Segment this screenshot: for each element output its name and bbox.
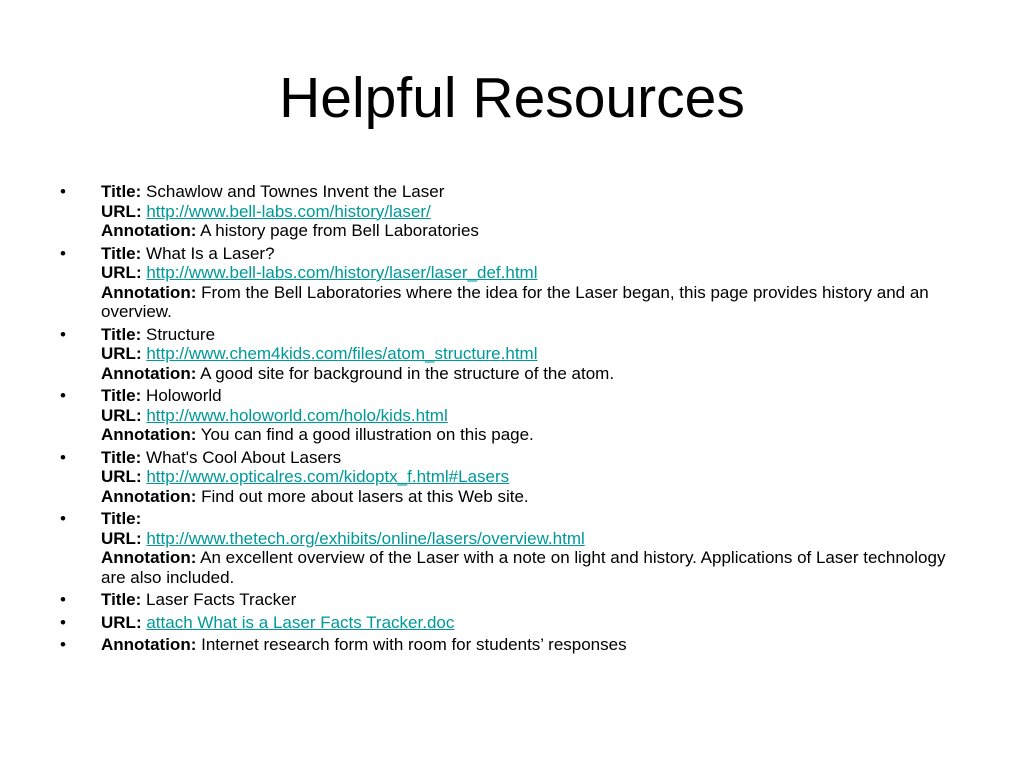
url-label: URL:: [101, 528, 142, 548]
resource-item: [60, 386, 960, 445]
url-line: [101, 613, 960, 633]
annotation-line: [101, 548, 960, 587]
resource-link[interactable]: http://www.thetech.org/exhibits/online/lasers/overview.html: [146, 528, 585, 548]
bullet: •: [60, 447, 66, 467]
annotation-line: [101, 364, 960, 384]
title-label: Title:: [101, 324, 142, 344]
title-label: Title:: [101, 182, 142, 201]
title-label: Title:: [101, 447, 142, 467]
resource-item: [60, 182, 960, 241]
resource-link[interactable]: http://www.chem4kids.com/files/atom_structure.html: [146, 344, 538, 363]
resource-link[interactable]: http://www.bell-labs.com/history/laser/laser_def.html: [146, 263, 538, 282]
title-line: [101, 325, 960, 345]
title-label: Title:: [101, 386, 142, 405]
resource-annotation: Find out more about lasers at this Web site.: [201, 486, 529, 506]
annotation-label: Annotation:: [101, 282, 197, 302]
resource-annotation: A history page from Bell Laboratories: [200, 221, 479, 240]
url-label: URL:: [101, 612, 142, 632]
resource-item: [60, 448, 960, 507]
url-line: [101, 406, 960, 426]
resource-annotation: From the Bell Laboratories where the idea for the Laser began, this page provides history and an overview.: [101, 282, 929, 321]
tracker-title-item: [60, 590, 960, 610]
title-line: [101, 386, 960, 406]
bullet: •: [60, 635, 66, 654]
resource-title: What Is a Laser?: [146, 243, 275, 263]
annotation-label: Annotation:: [101, 486, 197, 506]
url-line: [101, 344, 960, 364]
resource-annotation: A good site for background in the structure of the atom.: [200, 363, 615, 383]
resource-item: [60, 325, 960, 384]
title-label: Title:: [101, 243, 142, 263]
url-label: URL:: [101, 467, 142, 486]
url-label: URL:: [101, 263, 142, 282]
annotation-line: [101, 221, 960, 241]
title-line: [101, 448, 960, 468]
url-line: [101, 529, 960, 549]
title-line: [101, 244, 960, 264]
url-label: URL:: [101, 344, 142, 363]
resource-link[interactable]: http://www.bell-labs.com/history/laser/: [146, 201, 431, 221]
slide-title: Helpful Resources: [279, 66, 745, 130]
annotation-line: [101, 425, 960, 445]
tracker-annotation: Internet research form with room for students’ responses: [201, 635, 627, 654]
title-line: [101, 509, 960, 529]
url-label: URL:: [101, 405, 142, 425]
title-label: Title:: [101, 509, 142, 528]
tracker-title: Laser Facts Tracker: [146, 590, 297, 609]
tracker-annotation-item: [60, 635, 960, 655]
annotation-label: Annotation:: [101, 635, 197, 654]
bullet: •: [60, 182, 66, 201]
bullet: •: [60, 612, 66, 632]
bullet: •: [60, 324, 66, 344]
annotation-label: Annotation:: [101, 425, 197, 444]
bullet: •: [60, 590, 66, 609]
url-line: [101, 263, 960, 283]
bullet: •: [60, 243, 66, 263]
resource-title: What's Cool About Lasers: [146, 447, 342, 467]
annotation-label: Annotation:: [101, 548, 197, 567]
annotation-line: [101, 283, 960, 322]
resource-title: Schawlow and Townes Invent the Laser: [146, 182, 445, 201]
annotation-line: [101, 635, 960, 655]
annotation-label: Annotation:: [101, 363, 197, 383]
resource-link[interactable]: http://www.holoworld.com/holo/kids.html: [146, 405, 448, 425]
url-line: [101, 467, 960, 487]
url-label: URL:: [101, 201, 142, 221]
resource-item: [60, 509, 960, 587]
title-label: Title:: [101, 590, 142, 609]
title-line: [101, 182, 960, 202]
resource-list: [60, 182, 960, 658]
tracker-attachment-link[interactable]: attach What is a Laser Facts Tracker.doc: [146, 612, 455, 632]
resource-item: [60, 244, 960, 322]
resource-link[interactable]: http://www.opticalres.com/kidoptx_f.html#Lasers: [146, 467, 510, 486]
tracker-url-item: [60, 613, 960, 633]
annotation-label: Annotation:: [101, 221, 197, 240]
bullet: •: [60, 509, 66, 528]
resource-annotation: You can find a good illustration on this page.: [200, 425, 534, 444]
title-line: [101, 590, 960, 610]
resource-annotation: An excellent overview of the Laser with a note on light and history. Applications of Laser technology are also included.: [101, 548, 946, 587]
bullet: •: [60, 386, 66, 405]
annotation-line: [101, 487, 960, 507]
resource-title: Holoworld: [146, 386, 222, 405]
resource-title: Structure: [146, 324, 216, 344]
url-line: [101, 202, 960, 222]
